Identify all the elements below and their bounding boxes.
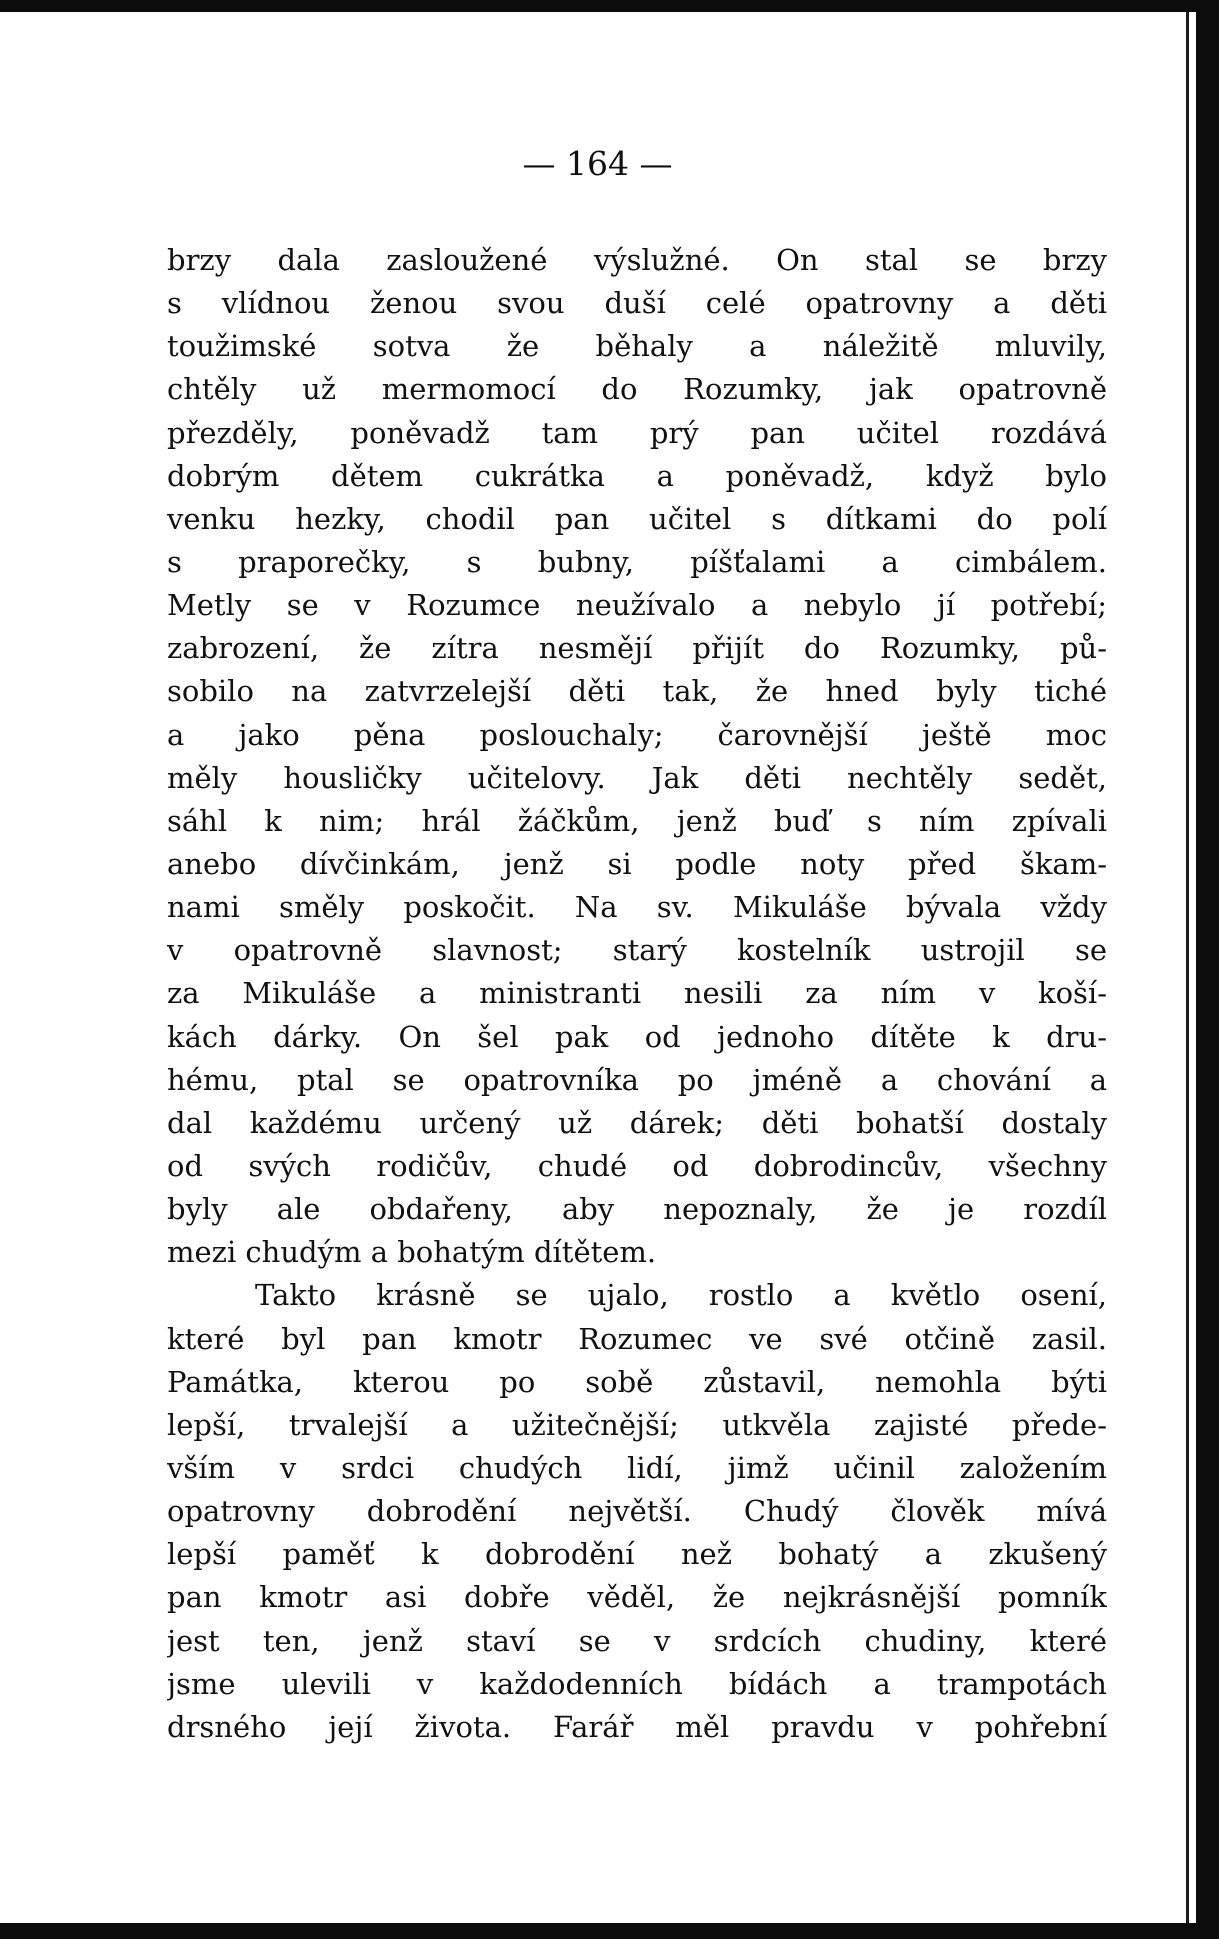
- text-line: hému, ptal se opatrovníka po jméně a chování a: [167, 1062, 1107, 1097]
- text-line: jsme ulevili v každodenních bídách a trampotách: [167, 1666, 1107, 1701]
- text-line: s praporečky, s bubny, píšťalami a cimbálem.: [167, 544, 1107, 579]
- text-line: nami směly poskočit. Na sv. Mikuláše bývala vždy: [167, 890, 1107, 925]
- text-line: Metly se v Rozumce neužívalo a nebylo jí potřebí;: [167, 588, 1107, 623]
- scan-border-right: [1196, 0, 1219, 1939]
- text-line: kách dárky. On šel pak od jednoho dítěte k dru-: [167, 1019, 1107, 1054]
- text-line: od svých rodičův, chudé od dobrodincův, všechny: [167, 1148, 1107, 1183]
- text-line: sobilo na zatvrzelejší děti tak, že hned byly tiché: [167, 674, 1107, 709]
- text-line: chtěly už mermomocí do Rozumky, jak opatrovně: [167, 372, 1107, 407]
- text-line: které byl pan kmotr Rozumec ve své otčině zasil.: [167, 1321, 1107, 1356]
- text-line: Takto krásně se ujalo, rostlo a květlo osení,: [255, 1278, 1107, 1313]
- scan-edge-line: [1186, 12, 1189, 1923]
- text-line: jest ten, jenž staví se v srdcích chudiny, které: [167, 1623, 1107, 1658]
- text-line: a jako pěna poslouchaly; čarovnější ještě moc: [167, 717, 1107, 752]
- body-text: [167, 239, 1107, 1749]
- text-line: za Mikuláše a ministranti nesili za ním v koší-: [167, 976, 1107, 1011]
- text-line: dal každému určený už dárek; děti bohatší dostaly: [167, 1105, 1107, 1140]
- text-line: brzy dala zasloužené výslužné. On stal se brzy: [167, 243, 1107, 277]
- text-line: anebo dívčinkám, jenž si podle noty před škam-: [167, 846, 1107, 881]
- page-number: — 164 —: [522, 144, 673, 183]
- text-line: vším v srdci chudých lidí, jimž učinil založením: [167, 1450, 1107, 1485]
- text-line: venku hezky, chodil pan učitel s dítkami do polí: [167, 501, 1107, 536]
- text-line: měly housličky učitelovy. Jak děti nechtěly sedět,: [167, 760, 1107, 795]
- text-line: dobrým dětem cukrátka a poněvadž, když bylo: [167, 458, 1107, 493]
- text-line: pan kmotr asi dobře věděl, že nejkrásnější pomník: [167, 1580, 1107, 1615]
- text-line: opatrovny dobrodění největší. Chudý člověk mívá: [167, 1494, 1107, 1529]
- text-line: drsného její života. Farář měl pravdu v pohřební: [167, 1709, 1107, 1744]
- text-line: toužimské sotva že běhaly a náležitě mluvily,: [167, 329, 1107, 364]
- scan-border-bottom: [0, 1923, 1219, 1939]
- text-line: lepší paměť k dobrodění než bohatý a zkušený: [167, 1537, 1107, 1572]
- scan-border-top: [0, 0, 1219, 12]
- text-line: byly ale obdařeny, aby nepoznaly, že je rozdíl: [167, 1192, 1107, 1227]
- text-line: Památka, kterou po sobě zůstavil, nemohla býti: [167, 1364, 1107, 1399]
- text-line: mezi chudým a bohatým dítětem.: [167, 1235, 657, 1270]
- text-line: sáhl k nim; hrál žáčkům, jenž buď s ním zpívali: [167, 803, 1107, 838]
- text-line: zabrození, že zítra nesmějí přijít do Rozumky, pů-: [167, 631, 1107, 666]
- text-line: s vlídnou ženou svou duší celé opatrovny a děti: [167, 286, 1107, 321]
- text-line: v opatrovně slavnost; starý kostelník ustrojil se: [167, 933, 1107, 968]
- text-line: lepší, trvalejší a užitečnější; utkvěla zajisté přede-: [167, 1407, 1107, 1442]
- text-line: přezděly, poněvadž tam prý pan učitel rozdává: [167, 415, 1107, 450]
